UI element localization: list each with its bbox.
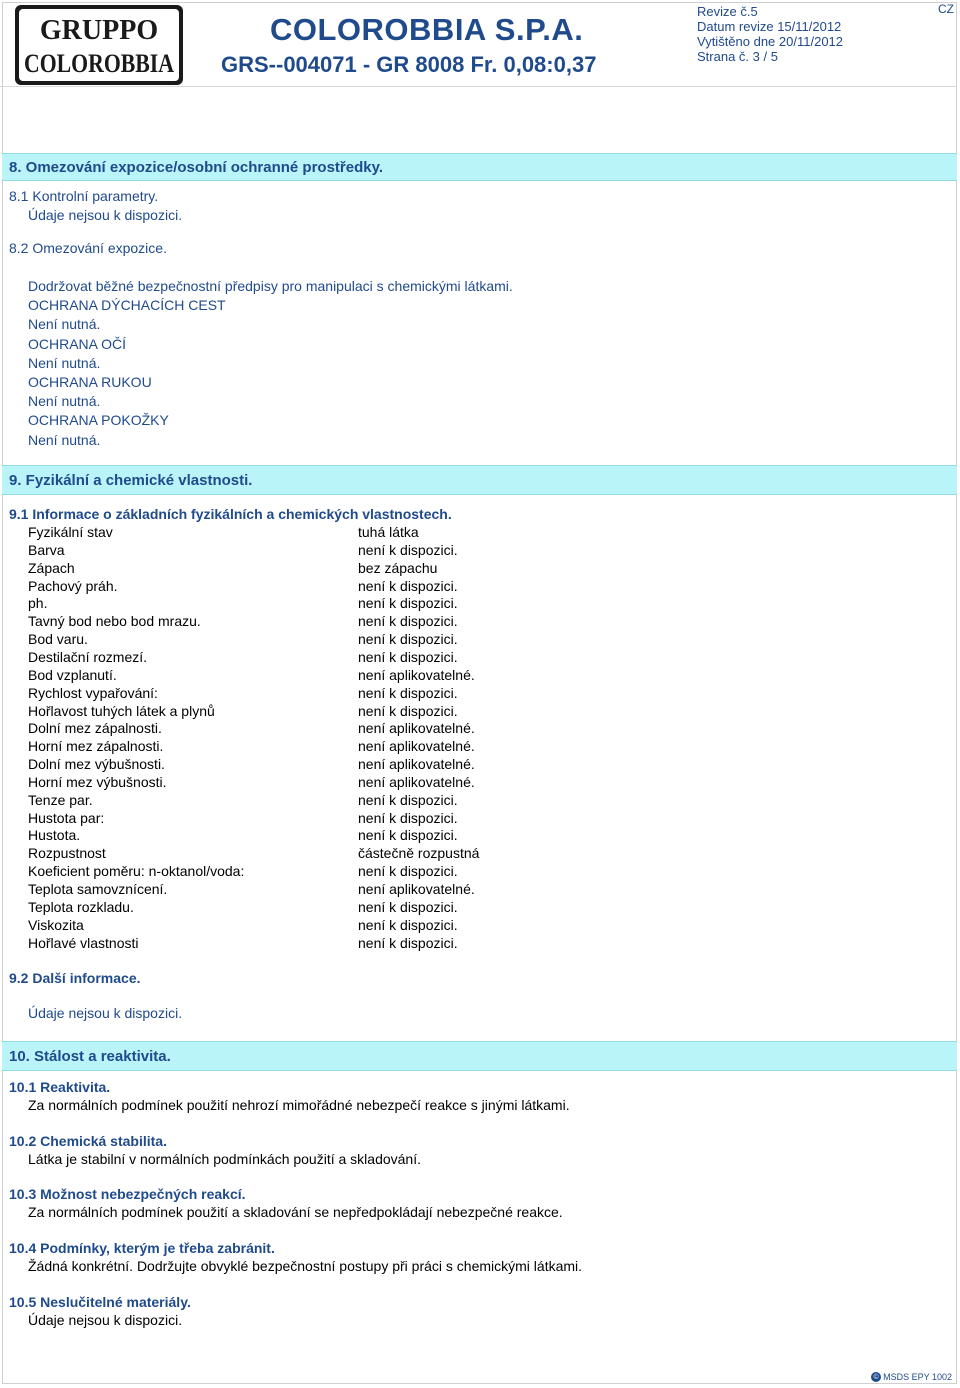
document-meta: [697, 4, 843, 64]
property-value: není k dispozici.: [358, 791, 458, 808]
reactivity-item-text: Za normálních podmínek použití nehrozí mimořádné nebezpečí reakce s jinými látkami.: [28, 1097, 570, 1113]
property-value: není k dispozici.: [358, 809, 458, 826]
section-9-header: [2, 465, 957, 495]
property-value: není aplikovatelné.: [358, 881, 475, 897]
property-name: Viskozita: [28, 916, 84, 933]
property-value: není aplikovatelné.: [358, 773, 475, 790]
property-value: není k dispozici.: [358, 631, 458, 648]
section-8-1-text: Údaje nejsou k dispozici.: [28, 207, 183, 223]
property-name: Bod varu.: [28, 631, 88, 648]
property-value: není k dispozici.: [358, 934, 458, 951]
footer-text: MSDS EPY 1002: [883, 1372, 952, 1382]
property-name: Teplota samovznícení.: [28, 881, 168, 897]
copyright-icon: ©: [871, 1372, 881, 1382]
section-8-title: 8. Omezování expozice/osobní ochranné prostředky.: [9, 159, 383, 176]
property-value: není aplikovatelné.: [358, 666, 475, 683]
exposure-line: OCHRANA RUKOU: [28, 374, 152, 390]
exposure-line: Není nutná.: [28, 431, 101, 448]
section-10-title: 10. Stálost a reaktivita.: [9, 1048, 171, 1065]
exposure-line: OCHRANA OČÍ: [28, 335, 127, 352]
property-name: Barva: [28, 541, 65, 558]
revision-date: Datum revize 15/11/2012: [697, 19, 842, 34]
language-code: CZ: [938, 2, 954, 16]
footer: [871, 1372, 952, 1382]
property-value: není k dispozici.: [358, 827, 458, 844]
property-value: není k dispozici.: [358, 702, 458, 719]
exposure-line: Dodržovat běžné bezpečnostní předpisy pro manipulaci s chemickými látkami.: [28, 278, 513, 294]
reactivity-item-text: Žádná konkrétní. Dodržujte obvyklé bezpečnostní postupy při práci s chemickými látkami.: [28, 1258, 583, 1275]
gruppo-colorobbia-logo: [14, 4, 184, 86]
product-code: GRS--004071 - GR 8008 Fr. 0,08:0,37: [221, 52, 597, 77]
section-8-2-title: 8.2 Omezování expozice.: [9, 240, 167, 256]
property-value: bez zápachu: [358, 559, 438, 576]
logo-line1: GRUPPO: [39, 15, 159, 46]
property-value: není k dispozici.: [358, 613, 458, 630]
exposure-line: OCHRANA DÝCHACÍCH CEST: [28, 297, 226, 314]
property-name: Rozpustnost: [28, 845, 106, 862]
exposure-line: Není nutná.: [28, 316, 101, 333]
property-value: není aplikovatelné.: [358, 738, 475, 755]
property-name: Dolní mez zápalnosti.: [28, 720, 162, 737]
revision-number: Revize č.5: [697, 4, 758, 19]
section-10-header: [2, 1041, 957, 1071]
property-value: tuhá látka: [358, 524, 419, 540]
property-name: Hořlavé vlastnosti: [28, 934, 139, 951]
header-divider: [0, 86, 957, 87]
exposure-line: OCHRANA POKOŽKY: [28, 412, 169, 429]
property-value: není k dispozici.: [358, 916, 458, 933]
section-9-title: 9. Fyzikální a chemické vlastnosti.: [9, 472, 253, 489]
property-name: Koeficient poměru: n-oktanol/voda:: [28, 863, 245, 880]
reactivity-item-text: Látka je stabilní v normálních podmínkách použití a skladování.: [28, 1150, 421, 1167]
property-value: není k dispozici.: [358, 541, 458, 558]
property-name: Zápach: [28, 559, 75, 576]
property-value: není aplikovatelné.: [358, 756, 475, 773]
property-name: Horní mez zápalnosti.: [28, 738, 164, 755]
property-name: Horní mez výbušnosti.: [28, 773, 167, 790]
property-value: není k dispozici.: [358, 648, 458, 665]
reactivity-item-text: Za normálních podmínek použití a skladování se nepředpokládají nebezpečné reakce.: [28, 1204, 563, 1221]
reactivity-item-title: 10.4 Podmínky, kterým je třeba zabránit.: [9, 1240, 275, 1257]
company-name: COLOROBBIA S.P.A.: [270, 12, 584, 47]
reactivity-item-text: Údaje nejsou k dispozici.: [28, 1311, 183, 1328]
exposure-line: Není nutná.: [28, 393, 101, 410]
property-name: Hustota par:: [28, 809, 105, 826]
property-name: Destilační rozmezí.: [28, 648, 148, 665]
section-8-header: [2, 153, 957, 181]
property-value: částečně rozpustná: [358, 845, 480, 862]
property-name: Fyzikální stav: [28, 524, 113, 540]
reactivity-item-title: 10.3 Možnost nebezpečných reakcí.: [9, 1186, 246, 1203]
property-value: není aplikovatelné.: [358, 720, 475, 737]
printed-date: Vytištěno dne 20/11/2012: [697, 34, 844, 49]
reactivity-item-title: 10.1 Reaktivita.: [9, 1079, 111, 1095]
reactivity-item-title: 10.2 Chemická stabilita.: [9, 1132, 167, 1149]
exposure-line: Není nutná.: [28, 354, 101, 371]
reactivity-item-title: 10.5 Neslučitelné materiály.: [9, 1293, 191, 1310]
property-value: není k dispozici.: [358, 863, 458, 880]
property-name: Teplota rozkladu.: [28, 898, 134, 915]
property-value: není k dispozici.: [358, 595, 458, 612]
section-9-2-text: Údaje nejsou k dispozici.: [28, 1005, 183, 1021]
section-9-1-title: 9.1 Informace o základních fyzikálních a chemických vlastnostech.: [9, 506, 452, 522]
section-8-1-title: 8.1 Kontrolní parametry.: [9, 188, 159, 204]
property-value: není k dispozici.: [358, 577, 458, 594]
property-name: Tenze par.: [28, 791, 93, 808]
page-number: Strana č. 3 / 5: [697, 49, 778, 64]
property-name: Bod vzplanutí.: [28, 666, 117, 683]
property-name: Tavný bod nebo bod mrazu.: [28, 613, 201, 630]
property-name: Rychlost vypařování:: [28, 684, 158, 701]
property-value: není k dispozici.: [358, 898, 458, 915]
property-name: Hustota.: [28, 827, 81, 844]
property-value: není k dispozici.: [358, 684, 458, 701]
property-name: Dolní mez výbušnosti.: [28, 756, 165, 773]
section-9-2-title: 9.2 Další informace.: [9, 970, 141, 986]
logo-line2: COLOROBBIA: [24, 49, 175, 78]
property-name: Hořlavost tuhých látek a plynů: [28, 702, 215, 719]
property-name: Pachový práh.: [28, 577, 118, 594]
property-name: ph.: [28, 595, 48, 612]
